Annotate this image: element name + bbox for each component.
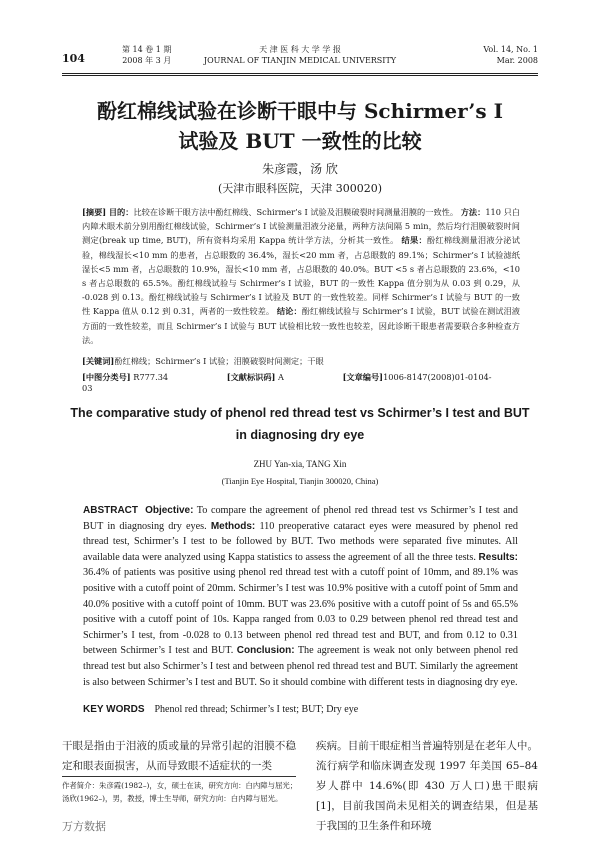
footnote-rule xyxy=(62,776,296,777)
keywords-cn-label: [关键词] xyxy=(82,356,115,366)
methods-text: 110 preoperative cataract eyes were measured by phenol red thread test, Schirmer’s I test to be followed by BUT. Two methods were separated five minutes. All available data were analyzed using Kappa statistics to assess the agreement of all the three tests. xyxy=(83,520,518,563)
method-label: 方法： xyxy=(460,207,486,217)
doc-code-label: [文献标识码] xyxy=(226,372,276,382)
objective-text: To compare the agreement of phenol red thread test vs Schirmer’s I test and BUT in diagnosing dry eyes. xyxy=(83,505,518,532)
footnote-line1: 作者简介：朱彦霞(1982–)，女，硕士在读，研究方向：白内障与屈光； xyxy=(62,781,298,790)
abstract-cn xyxy=(82,205,520,347)
body-column-left: 干眼是指由于泪液的质或量的异常引起的泪膜不稳定和眼表面损害，从而导致眼不适症状的一类 xyxy=(62,740,296,772)
methods-label: Methods: xyxy=(210,520,256,532)
results-text: 36.4% of patients was positive using phenol red thread test with a cutoff point of 10mm, and 89.1% was positive with a cutoff point of 20mm. Schirmer’s I test was 10.9% positive with a cutoff point of 5mm and 40.0% positive with a cutoff point of 10mm. BUT was 23.6% positive with a cutoff point of 5s and 65.5% positive with a cutoff point of 10s. Kappa ranged from 0.03 to 0.29 between phenol red thread test and Schirmer’s I test, from -0.028 to 0.13 between phenol red thread test and BUT, and from 0.12 to 0.31 between Schirmer’s I test and BUT. xyxy=(83,567,518,657)
volume-cn-line1: 第 14 卷 1 期 xyxy=(122,45,172,54)
article-no-value: 1006-8147(2008)01-0104-03 xyxy=(82,372,492,393)
conclusion-label: 结论： xyxy=(276,306,302,317)
clc-value: R777.34 xyxy=(133,372,169,382)
doc-code-value: A xyxy=(278,372,284,382)
result-text: 酚红棉线测量泪液分泌试验，棉线湿长<10 mm 的患者，占总眼数的 36.4%，湿长<20 mm 者，占总眼数的 89.1%；Schirmer’s I 试验滤纸湿长<5 mm 者，占总眼数的 10.9%，湿长<10 mm 者，占总眼数的 40.0%。BUT <5 s 者占总眼数的 23.6%，<10 s 者占总眼数的 65.5%。酚红棉线试验与 Schirmer’s I 试验，BUT 的一致性 Kappa 值分别为从 0.03 到 0.29，从 -0.028 到 0.13。酚红棉线试验与 Schirmer’s I 试验及 BUT 的一致性较差。同样 Schirmer’s I 试验与 BUT 的一致性 Kappa 值从 0.12 到 0.31，两者的一致性较差。 xyxy=(82,235,520,317)
abstract-en-label: ABSTRACT xyxy=(83,505,138,516)
volume-cn-line2: 2008 年 3 月 xyxy=(122,56,172,65)
database-watermark: 万方数据 xyxy=(62,820,106,833)
footnote-line2: 汤欣(1962–)，男，教授，博士生导师，研究方向：白内障与屈光。 xyxy=(62,794,283,803)
conclusion-en-text: The agreement is weak not only between phenol red thread test but also Schirmer’s I test and between phenol red thread test and BUT. Similarly the agreement is also between Schirmer’s I test and BUT. So it should combine with different tests in diagnosing dry eye. xyxy=(83,645,518,688)
author-footnote xyxy=(62,779,302,805)
keywords-en-label: KEY WORDS xyxy=(83,704,145,715)
title-cn-line1: 酚红棉线试验在诊断干眼中与 Schirmer’s I xyxy=(97,99,503,123)
running-header xyxy=(62,40,538,72)
clc-label: [中图分类号] xyxy=(82,372,131,382)
keywords-cn xyxy=(82,356,520,367)
conclusion-text: 酚红棉线试验与 Schirmer’s I 试验，BUT 试验在测试泪液方面的一致性较差，而且 Schirmer’s I 试验与 BUT 试验相比较一致性也较差，因此诊断干眼患者需要联合多种检查方法。 xyxy=(82,306,520,345)
keywords-en-text: Phenol red thread; Schirmer’s I test; BUT; Dry eye xyxy=(154,704,359,715)
keywords-en xyxy=(83,704,518,715)
title-cn-line2: 试验及 BUT 一致性的比较 xyxy=(178,129,422,153)
title-en-line1: The comparative study of phenol red thread test vs Schirmer’s I test and BUT xyxy=(70,406,530,420)
aim-text: 比较在诊断干眼方法中酚红棉线、Schirmer’s I 试验及泪膜破裂时间测量泪膜的一致性。 xyxy=(133,207,459,217)
page-number: 104 xyxy=(62,52,85,65)
volume-info-en xyxy=(483,44,538,66)
conclusion-en-label: Conclusion: xyxy=(236,645,295,657)
volume-en-line2: Mar. 2008 xyxy=(496,56,538,65)
results-label: Results: xyxy=(478,551,518,563)
doc-code xyxy=(227,372,312,382)
journal-title-en: JOURNAL OF TIANJIN MEDICAL UNIVERSITY xyxy=(203,56,397,65)
header-rule xyxy=(62,73,538,74)
title-en-line2: in diagnosing dry eye xyxy=(235,428,365,442)
journal-title xyxy=(62,44,538,66)
aim-label: 目的： xyxy=(108,207,134,217)
clc xyxy=(82,372,196,382)
affiliation-en: (Tianjin Eye Hospital, Tianjin 300020, China) xyxy=(221,476,379,486)
article-title-cn xyxy=(40,96,560,156)
abstract-cn-label: [摘要] xyxy=(82,207,107,217)
authors-cn: 朱彦霞，汤 欣 xyxy=(262,162,338,176)
article-no-label: [文章编号] xyxy=(342,372,384,382)
classification-row xyxy=(82,372,520,393)
method-text: 110 只白内障术眼术前分别用酚红棉线试验，Schirmer’s I 试验测量泪液分泌量，两种方法间隔 5 min，然后均行泪膜破裂时间测定(break up time, BUT)，所有资料均采用 Kappa 统计学方法，分析其一致性。 xyxy=(82,207,520,246)
abstract-en xyxy=(83,503,518,690)
authors-en: ZHU Yan-xia, TANG Xin xyxy=(253,459,347,469)
volume-en-line1: Vol. 14, No. 1 xyxy=(483,45,538,54)
keywords-cn-text: 酚红棉线；Schirmer’s I 试验；泪膜破裂时间测定；干眼 xyxy=(114,356,324,366)
objective-label: Objective: xyxy=(145,505,194,516)
affiliation-cn: (天津市眼科医院，天津 300020) xyxy=(217,182,383,195)
journal-title-cn: 天 津 医 科 大 学 学 报 xyxy=(259,45,341,54)
result-label: 结果： xyxy=(401,235,427,246)
header-rule-double xyxy=(62,75,538,76)
article-title-en xyxy=(60,402,540,446)
body-column-right: 疾病。目前干眼症相当普遍特别是在老年人中。流行病学和临床调查发现 1997 年美国 65–84 岁人群中 14.6%(即 430 万人口)患干眼病[1]，目前我国尚未见相关的调查结果，但是基于我国的卫生条件和环境 xyxy=(316,740,538,832)
